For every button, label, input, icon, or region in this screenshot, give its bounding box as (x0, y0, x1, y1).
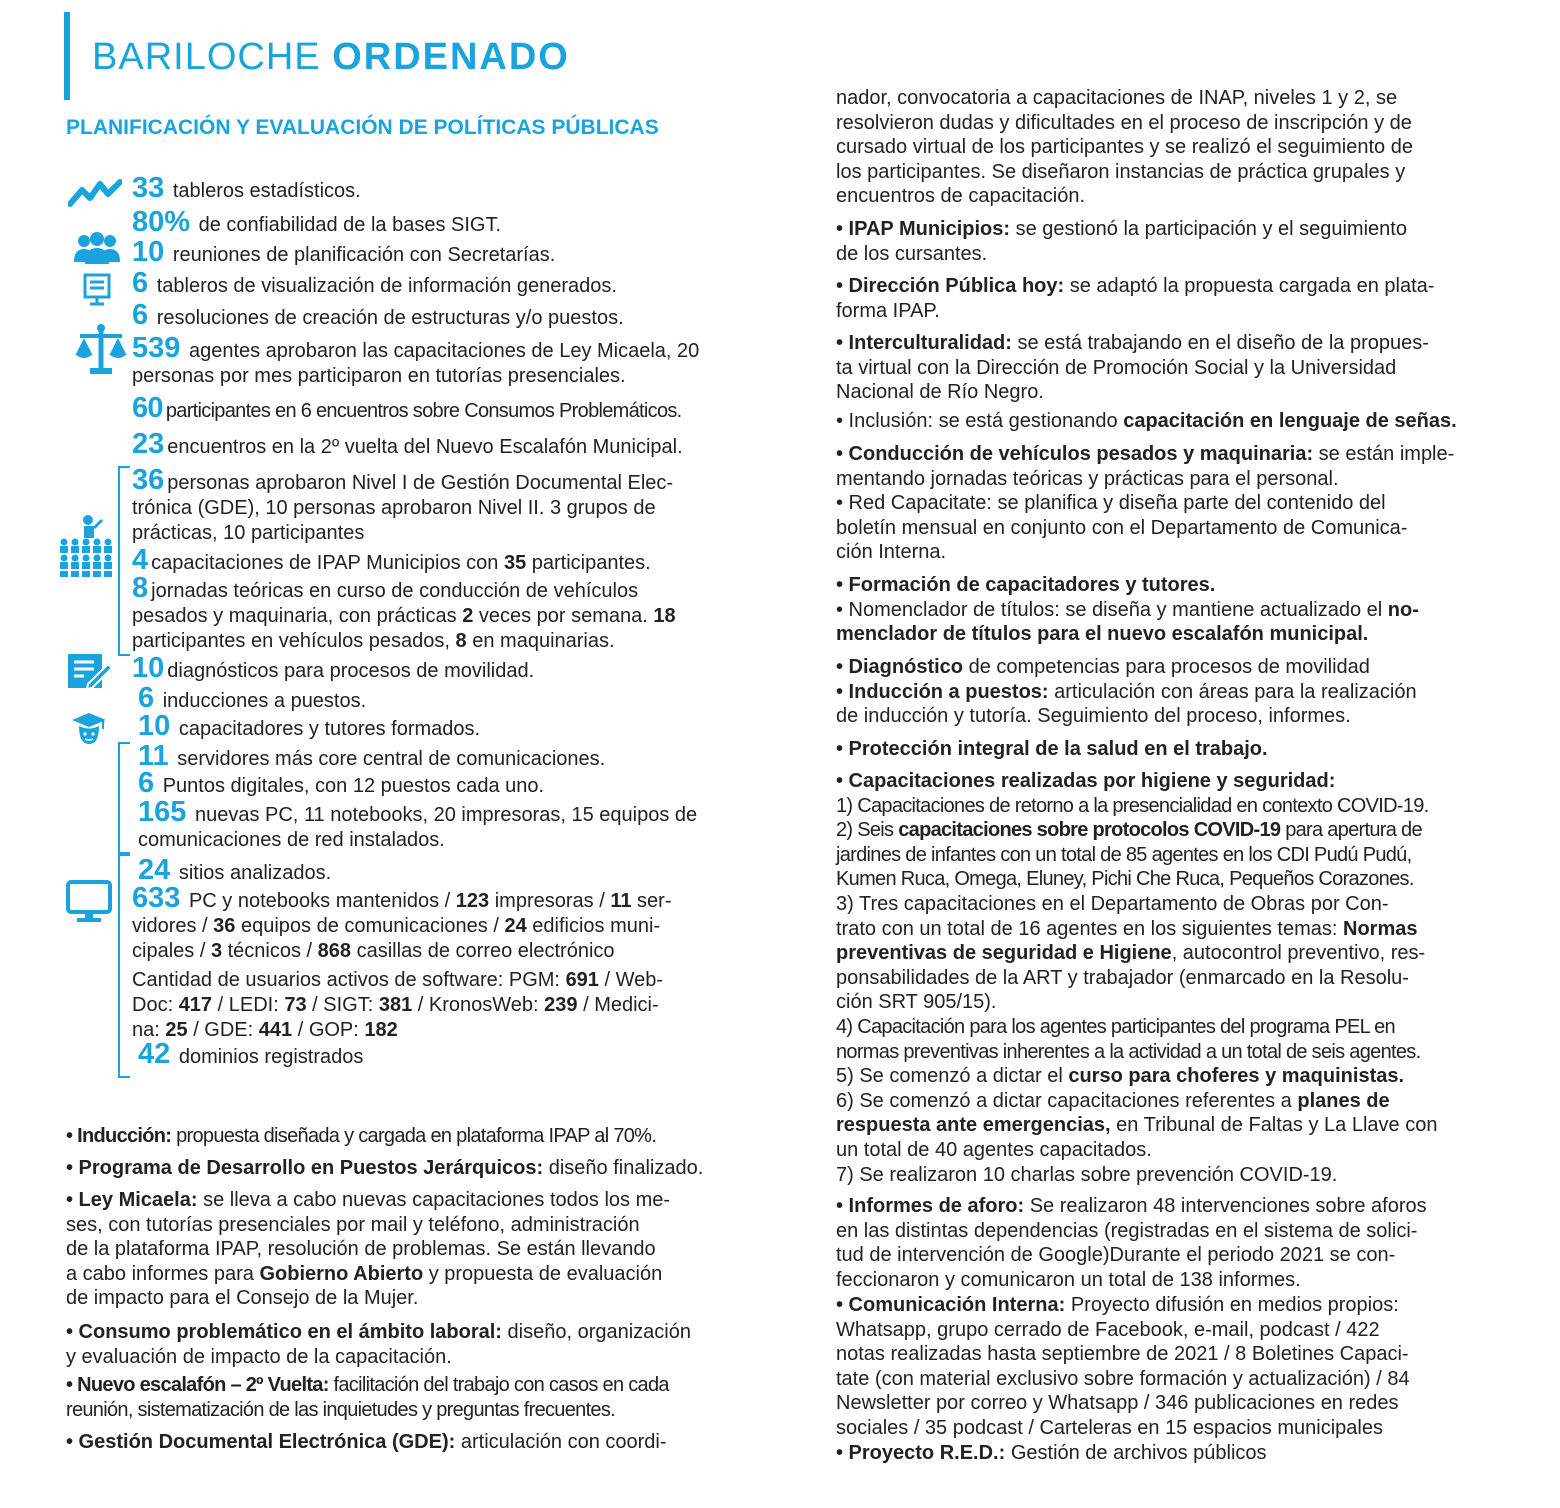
checklist-edit-icon (66, 652, 112, 690)
bullet-comunicacion-interna: • Comunicación Interna: Proyecto difusión en medios propios: Whatsapp, grupo cerrado de Facebook, e-mail, podcast / 422 notas realizadas hasta septiembre de 2021 / 8 Boletines Capaci- tate (con material exclusivo sobre formación y actualización) / 84 Newsletter por correo y Whatsapp / 346 publicaciones en redes sociales / 35 podcast / Carteleras en 15 espacios municipales (836, 1294, 1410, 1439)
bullet-formacion-capacitadores: • Formación de capacitadores y tutores. • Nomenclador de títulos: se diseña y mantiene actualizado el no- menclador de títulos para el nuevo escalafón municipal. (836, 574, 1419, 646)
bullet-inclusion: • Inclusión: se está gestionando capacitación en lenguaje de señas. (836, 410, 1457, 432)
bracket-maintenance (118, 854, 130, 1078)
stat-item: 33 tableros estadísticos. (132, 172, 361, 204)
bullet-conduccion-vehiculos: • Conducción de vehículos pesados y maquinaria: se están imple- mentando jornadas teóricas y prácticas para el personal. • Red Capacitate: se planifica y diseña parte del contenido del boletín mensual en conjunto con el Departamento de Comunica- ción Interna. (836, 443, 1455, 564)
bullet-nuevo-escalafon: • Nuevo escalafón – 2º Vuelta: facilitación del trabajo con casos en cada reunión, sistematización de las inquietudes y preguntas frecuentes. (66, 1374, 669, 1421)
stat-item: 60 participantes en 6 encuentros sobre Consumos Problemáticos. (132, 392, 682, 424)
document-board-icon (82, 272, 112, 306)
stat-item: 6 inducciones a puestos. (138, 682, 367, 714)
stat-item: 539 agentes aprobaron las capacitaciones de Ley Micaela, 20 personas por mes participaron en tutorías presenciales. (132, 332, 700, 387)
bullet-ipap-municipios: • IPAP Municipios: se gestionó la participación y el seguimiento de los cursantes. (836, 218, 1407, 265)
stat-item: Cantidad de usuarios activos de software: PGM: 691 / Web- Doc: 417 / LEDI: 73 / SIGT: 381 / KronosWeb: 239 / Medici- na: 25 / GDE: 441 / GOP: 182 (132, 969, 664, 1041)
bullet-direccion-publica: • Dirección Pública hoy: se adaptó la propuesta cargada en plata- forma IPAP. (836, 275, 1435, 322)
stat-item: 24 sitios analizados. (138, 854, 332, 886)
trend-line-icon (68, 178, 122, 208)
stat-item: 6 resoluciones de creación de estructuras y/o puestos. (132, 299, 624, 331)
accent-bar (64, 12, 70, 100)
stat-item: 10 reuniones de planificación con Secretarías. (132, 236, 556, 268)
stat-item: 36 personas aprobaron Nivel I de Gestión Documental Elec- trónica (GDE), 10 personas aprobaron Nivel II. 3 grupos de prácticas, 10 participantes (132, 464, 674, 544)
stat-item: 165 nuevas PC, 11 notebooks, 20 impresoras, 15 equipos de comunicaciones de red instalados. (138, 796, 698, 851)
bullet-gde-continued: nador, convocatoria a capacitaciones de INAP, niveles 1 y 2, se resolvieron dudas y dificultades en el proceso de inscripción y de cursado virtual de los participantes y se realizó el seguimiento de los participantes. Se diseñaron instancias de práctica grupales y encuentros de capacitación. (836, 87, 1413, 208)
stat-item: 10 capacitadores y tutores formados. (138, 710, 481, 742)
audience-training-icon (58, 514, 114, 578)
balance-scale-icon (74, 322, 128, 376)
stat-item: 6 Puntos digitales, con 12 puestos cada uno. (138, 767, 545, 799)
stat-item: 6 tableros de visualización de información generados. (132, 267, 617, 299)
stat-item: 10 diagnósticos para procesos de movilidad. (132, 652, 535, 684)
bracket-training (118, 466, 130, 656)
graduate-icon (70, 710, 108, 748)
bullet-diagnostico: • Diagnóstico de competencias para procesos de movilidad • Inducción a puestos: articulación con áreas para la realización de inducción y tutoría. Seguimiento del proceso, informes. (836, 656, 1417, 728)
stat-item: 23 encuentros en la 2º vuelta del Nuevo Escalafón Municipal. (132, 428, 683, 460)
bullet-interculturalidad: • Interculturalidad: se está trabajando en el diseño de la propues- ta virtual con la Dirección de Promoción Social y la Universidad Nacional de Río Negro. (836, 332, 1429, 404)
bullet-ley-micaela: • Ley Micaela: se lleva a cabo nuevas capacitaciones todos los me- ses, con tutorías presenciales por mail y teléfono, administración de la plataforma IPAP, resolución de problemas. Se están llevando a cabo informes para Gobierno Abierto y propuesta de evaluación de impacto para el Consejo de la Mujer. (66, 1189, 671, 1310)
people-group-icon (72, 232, 122, 266)
bullet-gde: • Gestión Documental Electrónica (GDE): articulación con coordi- (66, 1431, 667, 1453)
section-subtitle: PLANIFICACIÓN Y EVALUACIÓN DE POLÍTICAS PÚBLICAS (66, 116, 659, 139)
bullet-consumo-problematico: • Consumo problemático en el ámbito laboral: diseño, organización y evaluación de impacto de la capacitación. (66, 1321, 691, 1368)
bullet-induccion: • Inducción: propuesta diseñada y cargada en plataforma IPAP al 70%. (66, 1125, 657, 1147)
bullet-programa-desarrollo: • Programa de Desarrollo en Puestos Jerárquicos: diseño finalizado. (66, 1157, 704, 1179)
bullet-higiene-seguridad: • Capacitaciones realizadas por higiene y seguridad: 1) Capacitaciones de retorno a la presencialidad en contexto COVID-19. 2) Seis capacitaciones sobre protocolos COVID-19 para apertura de jardines de infantes con un total de 85 agentes en los CDI Pudú Pudú, Kumen Ruca, Omega, Eluney, Pichi Che Ruca, Pequeños Corazones. 3) Tres capacitaciones en el Departamento de Obras por Con- trato con un total de 16 agentes en los siguientes temas: Normas preventivas de seguridad e Higiene, autocontrol preventivo, res- ponsabilidades de la ART y trabajador (enmarcado en la Resolu- ción SRT 905/15). 4) Capacitación para los agentes participantes del programa PEL en normas preventivas inherentes a la actividad a un total de seis agentes. 5) Se comenzó a dictar el curso para choferes y maquinistas. 6) Se comenzó a dictar capacitaciones referentes a planes de respuesta ante emergencias, en Tribunal de Faltas y La Llave con un total de 40 agentes capacitados. 7) Se realizaron 10 charlas sobre prevención COVID-19. (836, 770, 1438, 1186)
bullet-proteccion-salud: • Protección integral de la salud en el trabajo. (836, 738, 1268, 760)
stat-item: 4 capacitaciones de IPAP Municipios con 35 participantes. (132, 544, 651, 576)
stat-item: 8 jornadas teóricas en curso de conducción de vehículos pesados y maquinaria, con prácticas 2 veces por semana. 18 participantes en vehículos pesados, 8 en maquinarias. (132, 572, 676, 652)
bullet-informes-aforo: • Informes de aforo: Se realizaron 48 intervenciones sobre aforos en las distintas dependencias (registradas en el sistema de solici- tud de intervención de Google)Durante el periodo 2021 se con- feccionaron y comunicaron un total de 138 informes. (836, 1195, 1427, 1291)
stat-item: 633 PC y notebooks mantenidos / 123 impresoras / 11 ser- vidores / 36 equipos de comunicaciones / 24 edificios muni- cipales / 3 técnicos / 868 casillas de correo electrónico (132, 882, 672, 962)
stat-item: 80% de confiabilidad de la bases SIGT. (132, 206, 502, 238)
bullet-proyecto-red: • Proyecto R.E.D.: Gestión de archivos públicos (836, 1442, 1267, 1464)
bracket-infrastructure (118, 742, 130, 854)
title-light: BARILOCHE (92, 36, 321, 78)
page-title (92, 36, 570, 79)
title-bold: ORDENADO (332, 36, 570, 78)
monitor-icon (66, 880, 112, 924)
stat-item: 11 servidores más core central de comunicaciones. (138, 740, 606, 772)
stat-item: 42 dominios registrados (138, 1038, 364, 1070)
